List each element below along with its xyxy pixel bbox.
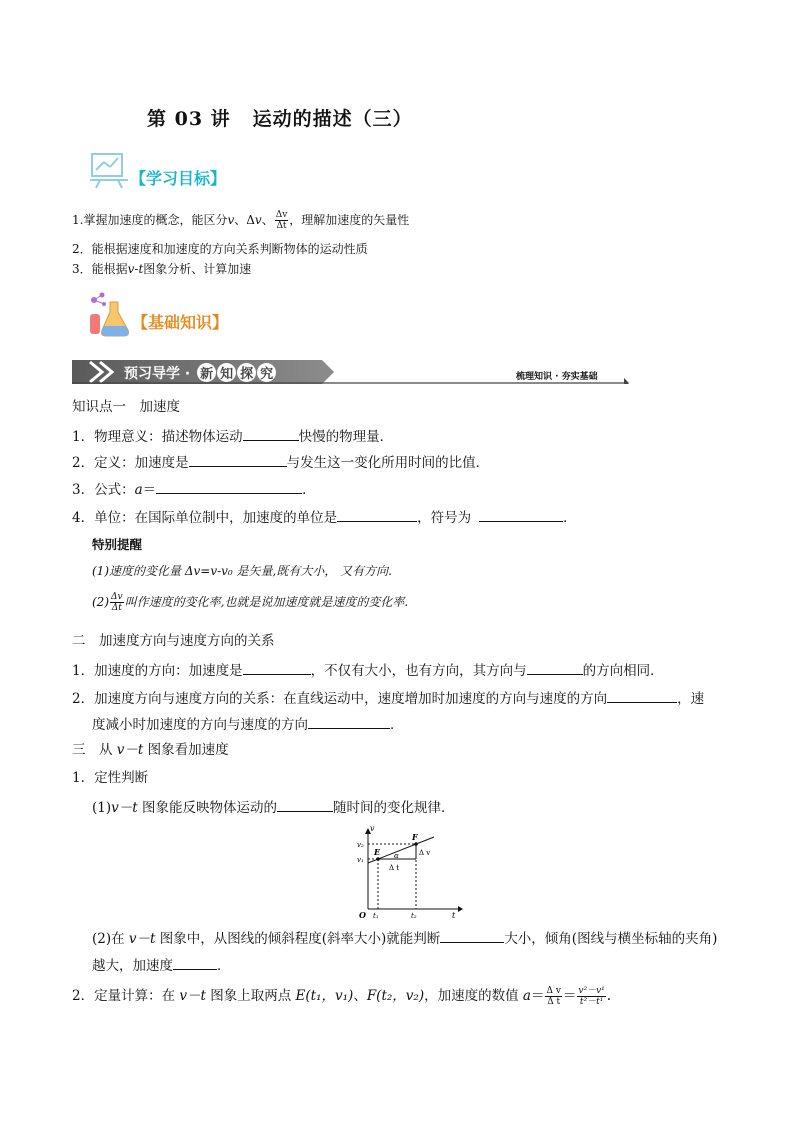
reminder-2-post: 叫作速度的变化率,也就是说加速度就是速度的变化率.: [124, 595, 409, 609]
kp3-heading-post: 图象看加速度: [143, 742, 229, 758]
kp3-sub2-eq: ＝: [530, 988, 545, 1004]
x-axis-label: t: [452, 911, 456, 920]
kp1-l3-a: a: [134, 482, 143, 498]
accel-fraction-1: [545, 986, 561, 1007]
banner-dot: ·: [184, 366, 191, 382]
origin-label: O: [359, 910, 366, 920]
goal-1-frac-num: Δv: [275, 210, 288, 220]
reminder-1: (1)速度的变化量 Δv=v-v₀ 是矢量,既有大小， 又有方向.: [92, 564, 392, 578]
frac1-den: Δ t: [547, 997, 561, 1007]
kp1-l4-post: ．: [563, 510, 577, 526]
vt-graph: [356, 822, 466, 922]
page-title: [147, 104, 413, 131]
point-e: [376, 857, 380, 861]
kp1-l4-pre: 4．单位：在国际单位制中，加速度的单位是: [72, 510, 338, 526]
kp3-sub2-f: F(t₂，v₂): [366, 988, 425, 1004]
blank-12[interactable]: [173, 955, 217, 970]
kp3-q2-post: 大小，倾角(图线与横坐标轴的夹角): [504, 931, 718, 947]
kp3-q1-mid: 图象能反映物体运动的: [137, 800, 277, 816]
kp1-line-1: [72, 426, 393, 446]
kp1-l4-mid: ，符号为: [417, 510, 472, 526]
kp3-q2-vt: v－t: [128, 931, 156, 947]
reminder-2-den: Δt: [111, 603, 122, 613]
blank-10[interactable]: [277, 797, 333, 812]
y-axis-label: v: [370, 824, 375, 833]
kp2-line-1: [72, 660, 664, 680]
kp3-sub-1: 1．定性判断: [72, 770, 149, 786]
kp3-sub2-end: .: [606, 988, 612, 1004]
reminder-2: [92, 592, 408, 613]
v2-label: v₂: [357, 841, 364, 849]
kp3-q2-pre: (2)在: [92, 931, 129, 947]
banner-left-text: 预习导学: [124, 366, 180, 382]
blank-5[interactable]: [479, 507, 563, 522]
kp3-q2-mid: 图象中，从图线的倾斜程度(斜率大小)就能判断: [155, 931, 441, 947]
kp1-l3-post: ．: [302, 482, 316, 498]
kp3-q2b-post: ．: [217, 958, 231, 974]
goal-item-3: [72, 261, 251, 277]
kp1-l2-post: 与发生这一变化所用时间的比值．: [286, 455, 490, 471]
kp2-l1-post: 的方向相同．: [582, 663, 664, 679]
kp3-sub2-post: ，加速度的数值: [424, 988, 523, 1004]
v1-label: v₁: [357, 856, 364, 864]
kp3-sub-2: [72, 986, 611, 1007]
banner-key-1: 新: [197, 363, 216, 382]
lecture-number: 第 03 讲: [147, 108, 231, 130]
kp1-l3-pre: 3．公式：: [72, 482, 135, 498]
alpha-label: α: [394, 852, 399, 860]
frac2-den: t²－t¹: [579, 997, 604, 1007]
kp1-heading: 知识点一 加速度: [72, 399, 180, 415]
goal-1-dv: v: [254, 213, 262, 227]
blank-8[interactable]: [607, 688, 677, 703]
banner-right: 梳理知识 · 夯实基础: [516, 372, 598, 382]
frac1-num: Δ v: [546, 986, 561, 996]
goal-1-fraction: [275, 210, 289, 231]
goal-item-2: 2．能根据速度和加速度的方向关系判断物体的运动性质: [72, 242, 368, 256]
dt-label: Δ t: [389, 864, 400, 872]
kp3-q2b-pre: 越大，加速度: [92, 958, 173, 974]
kp3-heading-vt: v－t: [116, 742, 144, 758]
blank-3[interactable]: [156, 479, 302, 494]
blank-1[interactable]: [243, 426, 299, 441]
kp2-l3-pre: 度减小时加速度的方向与速度的方向: [92, 717, 308, 733]
kp1-l1-post: 快慢的物理量．: [298, 429, 394, 445]
kp3-heading: [72, 741, 229, 759]
kp3-sub2-a: a: [522, 988, 531, 1004]
lecture-topic: 运动的描述（三）: [252, 108, 413, 130]
reminder-2-num: Δv: [111, 592, 123, 602]
kp2-l2-pre: 2．加速度方向与速度方向的关系：在直线运动中，速度增加时加速度的方向与速度的方向: [72, 691, 608, 707]
goal-1-text: 1.掌握加速度的概念，能区分: [72, 213, 228, 227]
kp2-l1-pre: 1．加速度的方向：加速度是: [72, 663, 243, 679]
f-label: F: [412, 832, 418, 842]
point-f: [414, 842, 418, 846]
kp3-sub2-eq-2: ＝: [562, 988, 577, 1004]
basics-header: 【基础知识】: [132, 313, 229, 332]
kp2-l2-post: ，速: [677, 691, 705, 707]
blank-11[interactable]: [440, 928, 504, 943]
banner-key-4: 究: [257, 363, 276, 382]
kp1-line-3: [72, 479, 316, 499]
frac2-num: v²－v¹: [578, 986, 605, 996]
kp3-sub2-e: E(t₁，v₁): [295, 988, 354, 1004]
goal-item-1: [72, 210, 409, 231]
reminder-2-pre: (2): [92, 595, 109, 609]
goal-1-frac-den: Δt: [276, 221, 287, 231]
kp3-q2: [92, 928, 717, 948]
flask-icon: [84, 290, 136, 338]
kp3-sub2-mid: 图象上取两点: [205, 988, 296, 1004]
kp1-line-4: [72, 507, 577, 527]
blank-7[interactable]: [527, 660, 583, 675]
accel-fraction-2: [577, 986, 605, 1007]
goal-3-vt: v-t: [127, 262, 144, 276]
kp1-l2-pre: 2．定义：加速度是: [72, 455, 189, 471]
kp3-sub2-vt: v－t: [179, 988, 206, 1004]
blank-4[interactable]: [337, 507, 417, 522]
kp3-heading-pre: 三 从: [72, 742, 117, 758]
kp1-l3-eq: ＝: [142, 482, 157, 498]
kp3-q1-pre: (1): [92, 800, 112, 816]
kp3-q2b: [92, 955, 231, 975]
t2-label: t₂: [411, 912, 417, 920]
goal-1-sep2: 、: [261, 213, 274, 227]
goal-3-pre: 3．能根据: [72, 262, 128, 276]
kp1-line-2: [72, 452, 489, 472]
blank-2[interactable]: [189, 452, 287, 467]
kp2-line-2: [72, 688, 704, 708]
kp3-sub2-sep: 、: [353, 988, 367, 1004]
kp2-l1-mid: ，不仅有大小，也有方向，其方向与: [310, 663, 527, 679]
e-label: E: [374, 847, 381, 857]
reminder-title: 特别提醒: [92, 537, 143, 552]
kp3-q1-vt: v－t: [111, 800, 138, 816]
blank-6[interactable]: [243, 660, 311, 675]
kp3-q1: [92, 797, 454, 817]
kp3-q1-post: 随时间的变化规律．: [332, 800, 455, 816]
goal-3-post: 图象分析、计算加速: [143, 262, 252, 276]
goal-1-post: ，理解加速度的矢量性: [289, 213, 410, 227]
kp2-l3-post: ．: [390, 717, 404, 733]
kp2-line-3: [92, 714, 404, 734]
banner-key-3: 探: [237, 363, 256, 382]
dv-label: Δ v: [419, 849, 431, 857]
goals-header: 【学习目标】: [130, 169, 227, 188]
goal-1-v: v: [227, 213, 235, 227]
kp2-heading: 二 加速度方向与速度方向的关系: [72, 633, 275, 649]
kp1-l1-pre: 1．物理意义：描述物体运动: [72, 429, 243, 445]
x-axis-arrow: [458, 906, 463, 912]
t1-label: t₁: [373, 912, 379, 920]
kp3-sub2-pre: 2．定量计算：在: [72, 988, 180, 1004]
banner-left: [124, 363, 276, 383]
banner-key-2: 知: [217, 363, 236, 382]
reminder-2-fraction: [110, 592, 124, 613]
blank-9[interactable]: [308, 714, 390, 729]
goal-1-sep: 、Δ: [234, 213, 255, 227]
